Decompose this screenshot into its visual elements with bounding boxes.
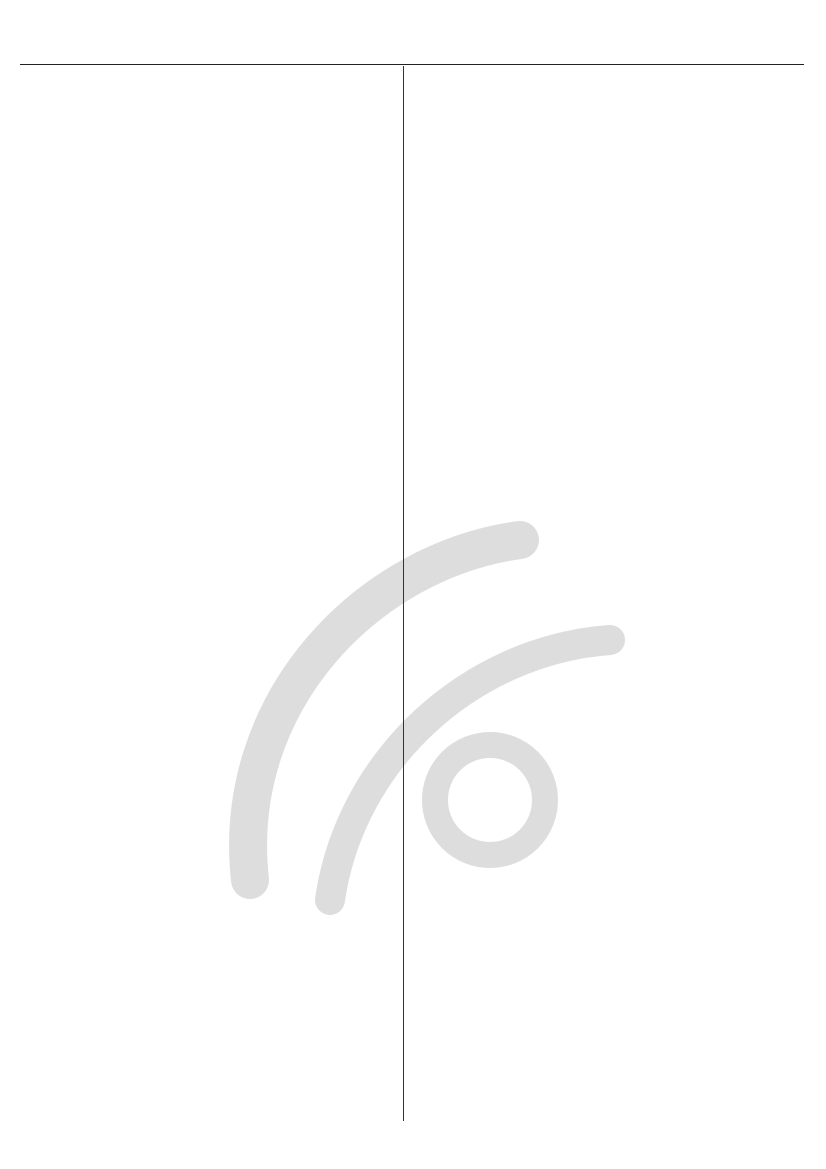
publisher-logo-watermark-icon [190, 500, 650, 920]
column-divider [403, 66, 404, 1121]
page-header [20, 40, 804, 65]
